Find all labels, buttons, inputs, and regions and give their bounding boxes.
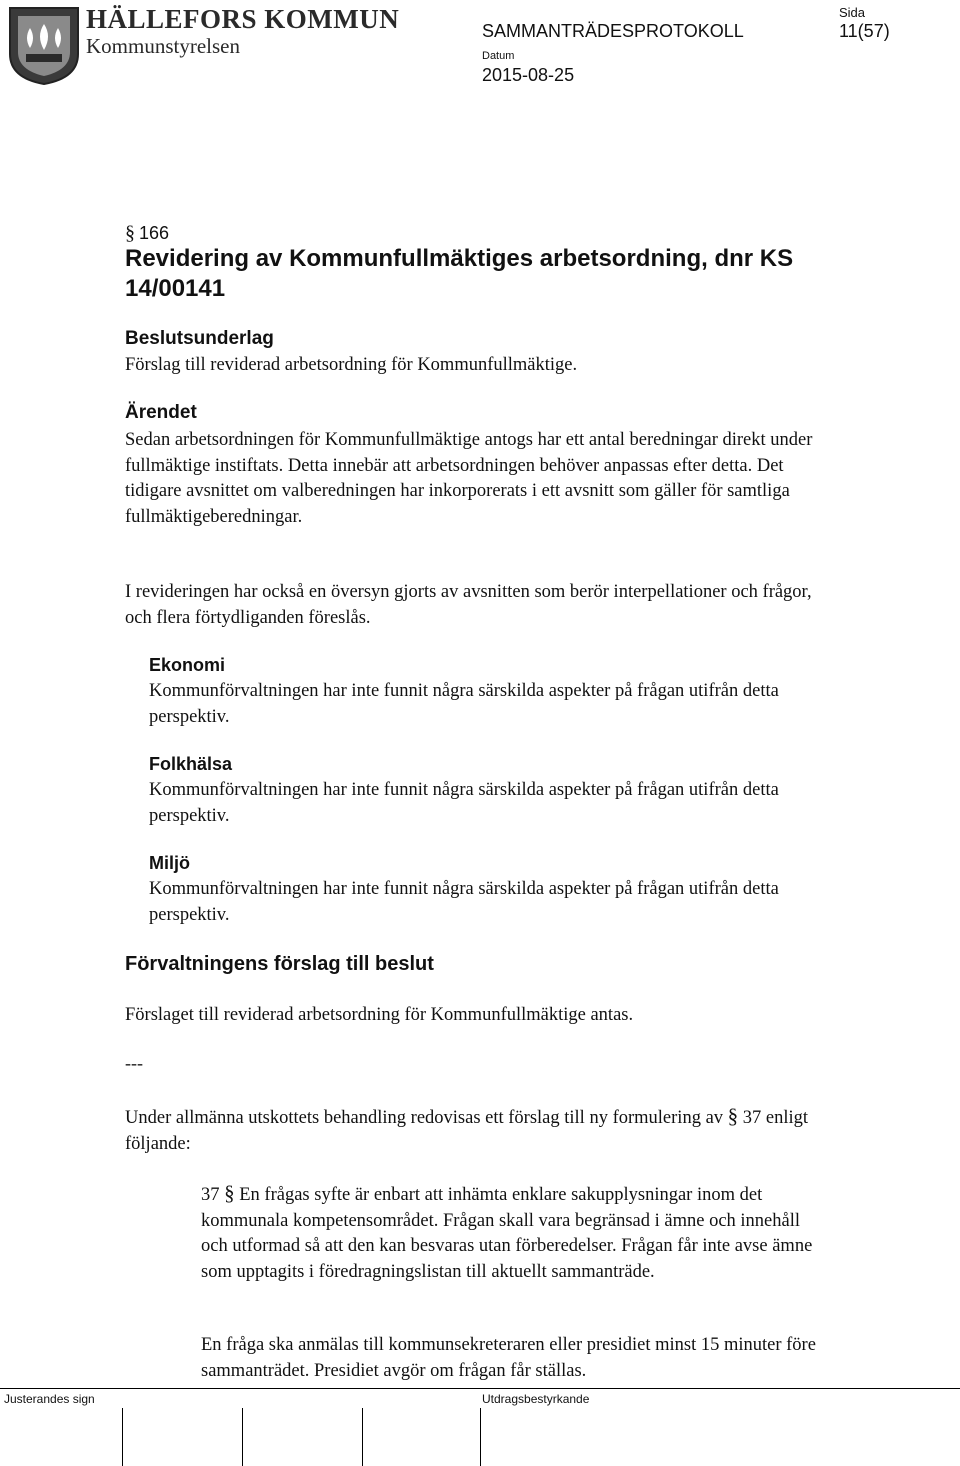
quoted-paragraph-1-text: En frågas syfte är enbart att inhämta enklare sakupplysningar inom det kommunala kompetensområdet. Frågan skall vara begränsad i ämne och innehåll och utformad så att den kan besvaras utan förberedelser. Frågan får inte avse ämne som upptagits i föredragningslistan till aktuellt sammanträde. bbox=[201, 1185, 813, 1282]
quoted-paragraph-1 bbox=[201, 1181, 821, 1285]
basis-text: Förslag till reviderad arbetsordning för Kommunfullmäktige. bbox=[125, 355, 578, 375]
committee-paragraph bbox=[125, 1104, 825, 1157]
signature-box-divider bbox=[242, 1408, 243, 1466]
signature-box-divider bbox=[480, 1408, 481, 1466]
economy-heading: Ekonomi bbox=[149, 655, 226, 675]
proposal-text: Förslaget till reviderad arbetsordning för Kommunfullmäktige antas. bbox=[125, 1005, 634, 1025]
matter-paragraph-2: I revideringen har också en översyn gjorts av avsnitten som berör interpellationer och frågor, och flera förtydliganden föreslås. bbox=[125, 582, 812, 628]
organization-name: HÄLLEFORS KOMMUN bbox=[86, 4, 400, 34]
organization-unit: Kommunstyrelsen bbox=[86, 34, 240, 58]
section-title: Revidering av Kommunfullmäktiges arbetsordning, dnr KS 14/00141 bbox=[125, 245, 794, 302]
footer-divider bbox=[0, 1388, 960, 1389]
paragraph-sign: § bbox=[125, 222, 135, 244]
paragraph-sign: § bbox=[224, 1181, 235, 1205]
section-number bbox=[125, 222, 169, 245]
footer-extract-label: Utdragsbestyrkande bbox=[482, 1392, 590, 1406]
separator: --- bbox=[125, 1053, 143, 1073]
page-label: Sida bbox=[839, 5, 866, 20]
matter-heading: Ärendet bbox=[125, 402, 197, 423]
quoted-paragraph-2: En fråga ska anmälas till kommunsekreteraren eller presidiet minst 15 minuter före sammanträdet. Presidiet avgör om frågan får ställas. bbox=[201, 1335, 816, 1381]
committee-text-after: 37 enligt följande: bbox=[125, 1108, 809, 1154]
section-number-value: 166 bbox=[139, 223, 170, 243]
signature-box-divider bbox=[122, 1408, 123, 1466]
environment-heading: Miljö bbox=[149, 853, 190, 873]
page-number: 11(57) bbox=[839, 21, 890, 41]
footer-sign-label: Justerandes sign bbox=[4, 1392, 95, 1406]
committee-text-before: Under allmänna utskottets behandling redovisas ett förslag till ny formulering av bbox=[125, 1108, 728, 1128]
basis-heading: Beslutsunderlag bbox=[125, 328, 274, 349]
proposal-heading: Förvaltningens förslag till beslut bbox=[125, 953, 434, 975]
economy-text: Kommunförvaltningen har inte funnit några särskilda aspekter på frågan utifrån detta perspektiv. bbox=[149, 681, 779, 727]
paragraph-sign: § bbox=[727, 1104, 739, 1128]
municipality-crest-logo bbox=[8, 6, 80, 86]
document-type: SAMMANTRÄDESPROTOKOLL bbox=[482, 21, 744, 41]
matter-paragraph-1: Sedan arbetsordningen för Kommunfullmäktige antogs har ett antal beredningar direkt under fullmäktige instiftats. Detta innebär att arbetsordningen behöver anpassas efter detta. Det tidigare avsnittet om valberedningen har inkorporerats i ett avsnitt som gäller för samtliga fullmäktigeberedningar. bbox=[125, 430, 813, 527]
quoted-section-number: 37 bbox=[201, 1185, 220, 1205]
public-health-heading: Folkhälsa bbox=[149, 754, 233, 774]
date-value: 2015-08-25 bbox=[482, 65, 575, 85]
public-health-text: Kommunförvaltningen har inte funnit några särskilda aspekter på frågan utifrån detta perspektiv. bbox=[149, 780, 779, 826]
signature-box-divider bbox=[362, 1408, 363, 1466]
environment-text: Kommunförvaltningen har inte funnit några särskilda aspekter på frågan utifrån detta perspektiv. bbox=[149, 879, 779, 925]
date-label: Datum bbox=[482, 50, 515, 62]
